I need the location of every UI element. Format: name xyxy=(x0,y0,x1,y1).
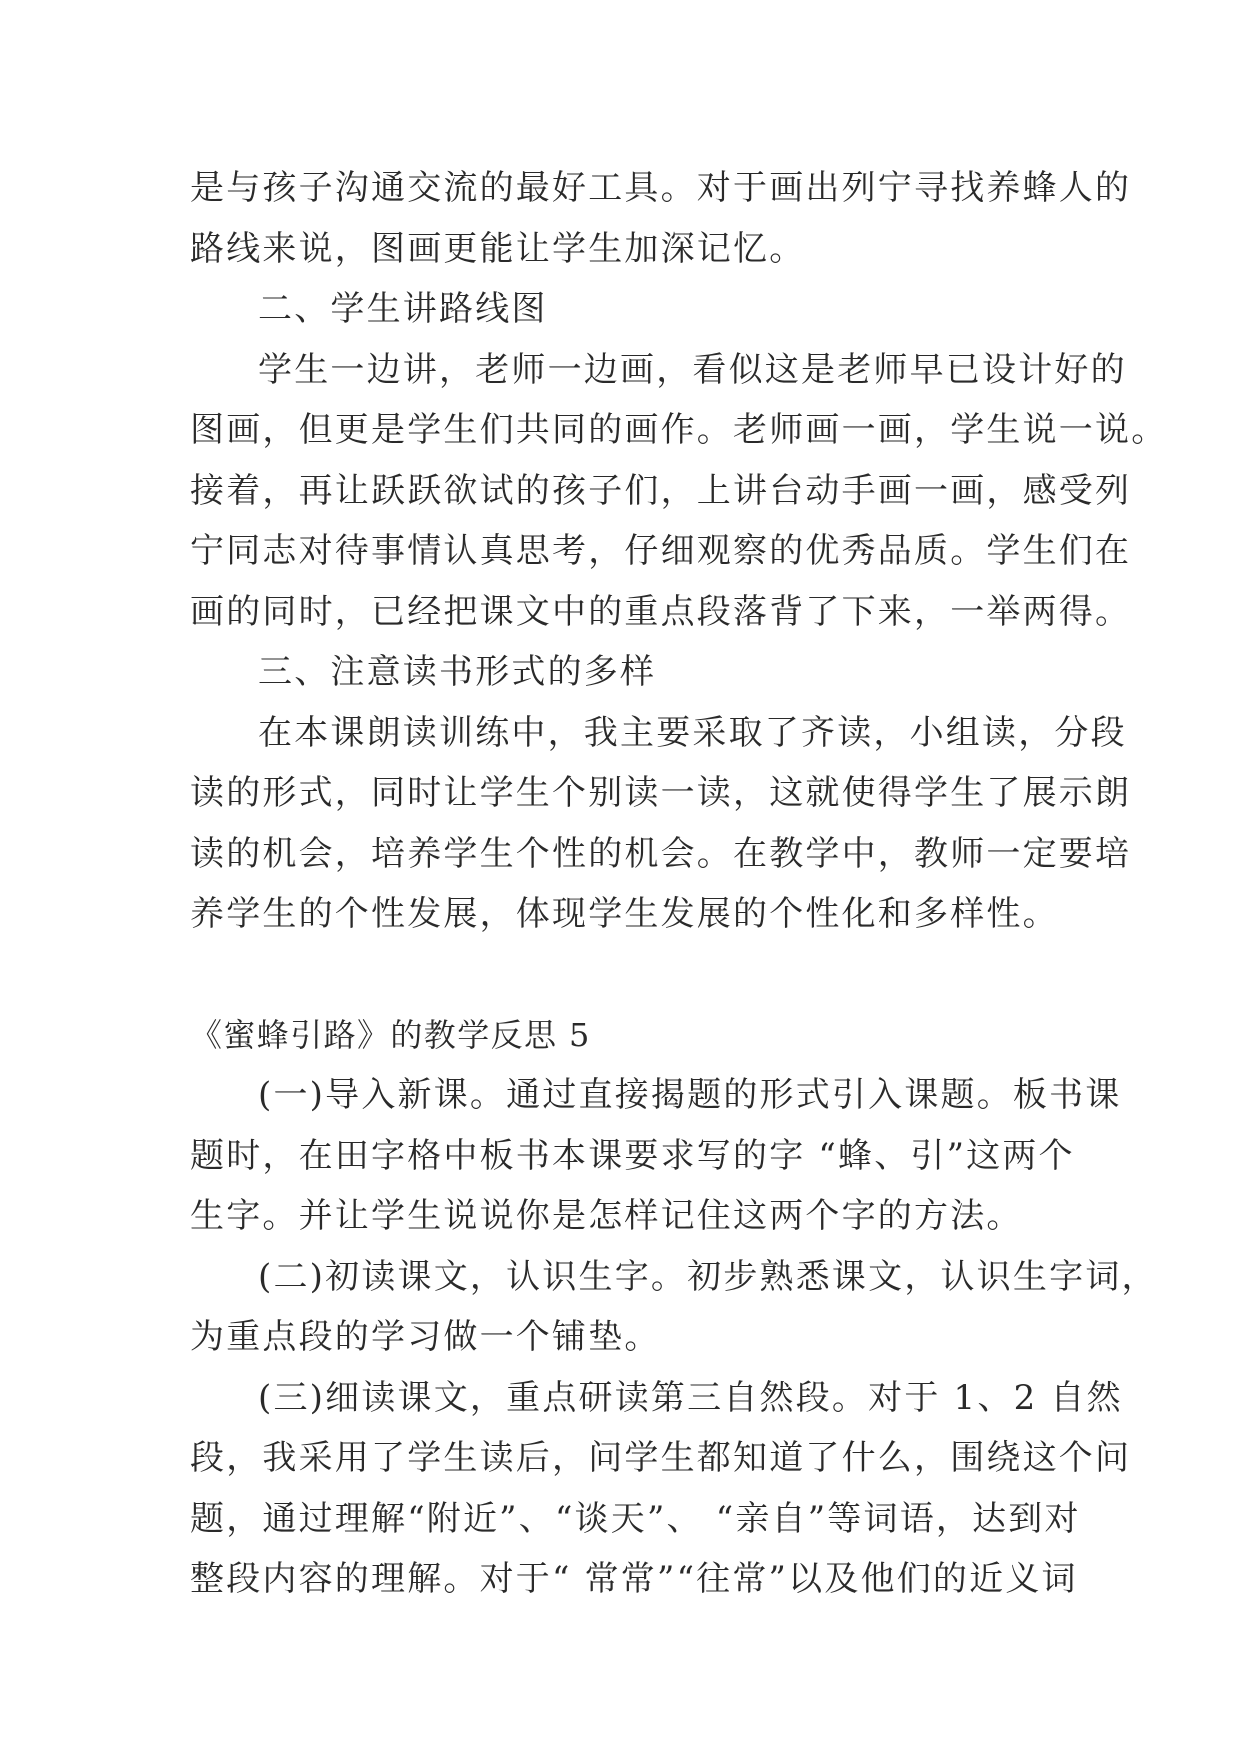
text-line: (二)初读课文，认识生字。初步熟悉课文，认识生字词， xyxy=(258,1256,1158,1297)
paragraph-drawing-tool xyxy=(190,158,1132,279)
text-line: 图画，但更是学生们共同的画作。老师画一画，学生说一说。 xyxy=(190,410,1168,450)
text-line: 段，我采用了学生读后，问学生都知道了什么，围绕这个问 xyxy=(190,1438,1132,1478)
text-line: 学生一边讲，老师一边画，看似这是老师早已设计好的 xyxy=(258,349,1127,390)
text-line: 是与孩子沟通交流的最好工具。对于画出列宁寻找养蜂人的 xyxy=(190,168,1132,208)
document-body xyxy=(190,158,1168,1610)
text-line: 读的形式，同时让学生个别读一读，这就使得学生了展示朗 xyxy=(190,773,1132,813)
text-line: 读的机会，培养学生个性的机会。在教学中，教师一定要培 xyxy=(190,833,1132,874)
text-line: 画的同时，已经把课文中的重点段落背了下来，一举两得。 xyxy=(190,591,1132,632)
section-gap xyxy=(190,945,1070,1005)
section-title: 《蜜蜂引路》的教学反思 5 xyxy=(190,1015,591,1054)
text-line: 在本课朗读训练中，我主要采取了齐读，小组读，分段 xyxy=(258,712,1127,753)
text-line: 宁同志对待事情认真思考，仔细观察的优秀品质。学生们在 xyxy=(190,531,1132,571)
text-line: 为重点段的学习做一个铺垫。 xyxy=(190,1317,661,1357)
text-line: 整段内容的理解。对于“ 常常”“往常”以及他们的近义词 xyxy=(190,1559,1078,1599)
paragraph-detailed-reading xyxy=(190,1368,1132,1610)
paragraph-reading-forms xyxy=(190,703,1132,945)
text-line: 题时，在田字格中板书本课要求写的字 “蜂、引”这两个 xyxy=(190,1135,1075,1176)
text-line: 养学生的个性发展，体现学生发展的个性化和多样性。 xyxy=(190,894,1059,934)
text-line: 题，通过理解“附近”、“谈天”、 “亲自”等词语，达到对 xyxy=(190,1498,1081,1539)
paragraph-intro xyxy=(190,1065,1122,1247)
text-line: 接着，再让跃跃欲试的孩子们，上讲台动手画一画，感受列 xyxy=(190,470,1132,511)
text-line: (三)细读课文，重点研读第三自然段。对于 1、2 自然 xyxy=(258,1377,1123,1418)
paragraph-first-reading xyxy=(190,1247,1158,1368)
text-line: 生字。并让学生说说你是怎样记住这两个字的方法。 xyxy=(190,1196,1023,1236)
paragraph-student-route xyxy=(190,340,1168,643)
text-line: (一)导入新课。通过直接揭题的形式引入课题。板书课 xyxy=(258,1075,1122,1115)
section-heading-2: 二、学生讲路线图 xyxy=(258,289,548,329)
text-line: 路线来说，图画更能让学生加深记忆。 xyxy=(190,228,806,269)
section-heading-3: 三、注意读书形式的多样 xyxy=(258,652,657,692)
